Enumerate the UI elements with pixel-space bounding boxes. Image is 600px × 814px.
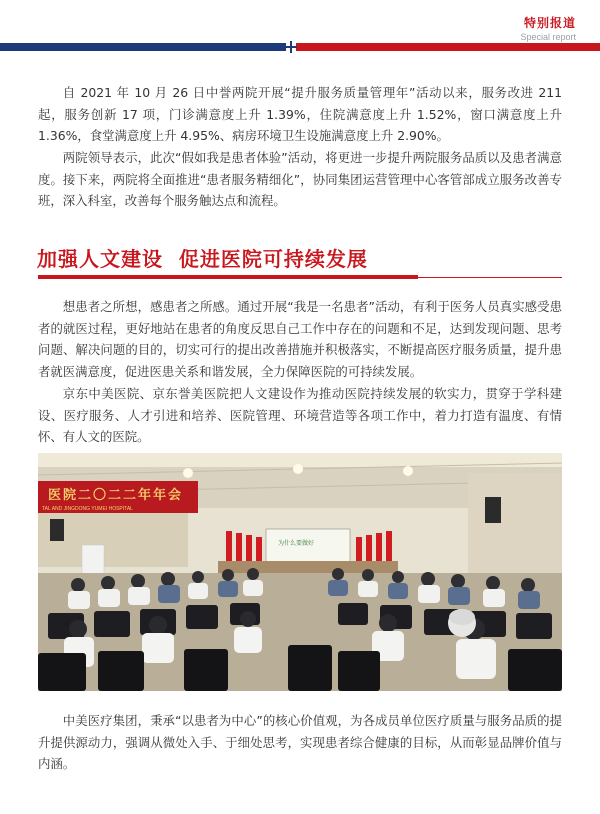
- section-label: [520, 14, 576, 42]
- intro-paragraph-2: 两院领导表示，此次“假如我是患者体验”活动，将更进一步提升两院服务品质以及患者满意度。接下来，两院将全面推进“患者服务精细化”，协同集团运营管理中心客管部成立服务改善专班，深入科室，改善每个服务触达点和流程。: [38, 150, 562, 208]
- meeting-photo: [38, 453, 562, 691]
- section-label-cn: 特别报道: [523, 16, 576, 30]
- header-bar-blue: [0, 43, 286, 51]
- section-paragraph-1: 想患者之所想，感患者之所感。通过开展“我是一名患者”活动，有利于医务人员真实感受患者的就医过程，更好地站在患者的角度反思自己工作中存在的问题和不足，达到发现问题、思考问题、解决问题的目的，切实可行的提出改善措施并积极落实，不断提高医疗服务质量，提升患者就医满意度，促进医患关系和谐发展，全力保障医院的可持续发展。: [38, 299, 562, 379]
- section-label-en: Special report: [520, 32, 576, 42]
- cross-icon: [285, 41, 297, 53]
- section-title-underline: [38, 277, 562, 278]
- section-title: 加强人文建设 促进医院可持续发展: [37, 247, 368, 271]
- closing-paragraph: 中美医疗集团，秉承“以患者为中心”的核心价值观，为各成员单位医疗质量与服务品质的提升提供源动力，强调从微处入手、于细处思考，实现患者综合健康的目标，从而彰显品牌价值与内涵。: [38, 713, 562, 771]
- banner-text: 医院二〇二二年年会: [48, 488, 184, 503]
- header-bar-red: [296, 43, 600, 51]
- intro-paragraph-1: 自 2021 年 10 月 26 日中誉两院开展“提升服务质量管理年”活动以来，服务改进 211 起，服务创新 17 项，门诊满意度上升 1.39%，住院满意度上升 1.52%，窗口满意度上升 1.36%，食堂满意度上升 4.95%、病房环境卫生设施满意度上升 2.90%。: [38, 85, 562, 143]
- header-bar: [0, 43, 600, 51]
- screen-text: 为什么要做好: [278, 540, 315, 547]
- section-paragraph-2: 京东中美医院、京东誉美医院把人文建设作为推动医院持续发展的软实力，贯穿于学科建设、医疗服务、人才引进和培养、医院管理、环境营造等各项工作中，着力打造有温度、有情怀、有人文的医院。: [38, 386, 562, 444]
- banner-subtext: TAL AND JINGDONG YUMEI HOSPITAL: [42, 506, 133, 512]
